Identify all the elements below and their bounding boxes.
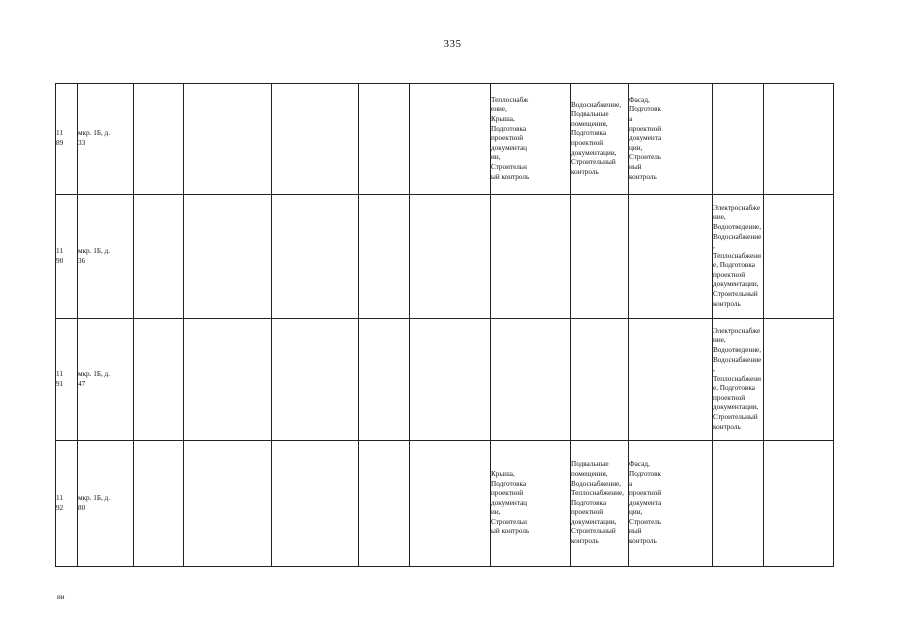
empty-cell: [134, 319, 184, 441]
works-text-b: Водоснабжение, Подвальные помещения, Подготовка проектной документации, Строительный контроль: [571, 100, 622, 176]
empty-cell: [410, 441, 491, 567]
row-number-cell: [56, 441, 78, 567]
works-text-d: Электроснабже ние, Водоотведение, Водоснабжение , Теплоснабжени е, Подготовка проектной документации, Строительный контроль: [713, 203, 762, 308]
works-text-c: Фасад, Подготовк а проектной документа ции, Строитель ный контроль: [629, 460, 662, 546]
works-cell-a: [491, 195, 571, 319]
empty-cell: [184, 195, 272, 319]
address-cell: [78, 441, 134, 567]
empty-cell: [410, 195, 491, 319]
empty-cell: [359, 319, 410, 441]
empty-cell: [272, 84, 359, 195]
address: мкр. 1Б, д. 36: [78, 246, 110, 265]
empty-cell: [764, 441, 834, 567]
works-cell-d: [713, 84, 764, 195]
page-number: 335: [443, 38, 462, 50]
address: мкр. 1Б, д. 47: [78, 369, 110, 388]
works-cell-d: [713, 319, 764, 441]
works-cell-c: [629, 84, 713, 195]
table-row: [56, 441, 834, 567]
empty-cell: [359, 195, 410, 319]
works-text-a: Теплоснабж ение, Крыша, Подготовка проектной документац ии, Строительн ый контроль: [491, 95, 530, 181]
empty-cell: [764, 319, 834, 441]
empty-cell: [134, 441, 184, 567]
address-cell: [78, 84, 134, 195]
works-cell-d: [713, 195, 764, 319]
footer-mark: ии: [57, 593, 65, 601]
empty-cell: [272, 441, 359, 567]
works-cell-b: [571, 441, 629, 567]
empty-cell: [134, 84, 184, 195]
row-number-cell: [56, 84, 78, 195]
empty-cell: [764, 84, 834, 195]
empty-cell: [272, 195, 359, 319]
table-row: [56, 195, 834, 319]
register-table: [55, 83, 834, 567]
empty-cell: [359, 84, 410, 195]
address: мкр. 1Б, д. 80: [78, 493, 110, 512]
works-cell-d: [713, 441, 764, 567]
empty-cell: [184, 319, 272, 441]
row-number-cell: [56, 195, 78, 319]
address-cell: [78, 319, 134, 441]
empty-cell: [764, 195, 834, 319]
works-cell-c: [629, 195, 713, 319]
works-text-d: Электроснабже ние, Водоотведение, Водоснабжение , Теплоснабжени е, Подготовка проектной документации, Строительный контроль: [713, 326, 762, 431]
table-row: [56, 319, 834, 441]
row-number: 11 92: [56, 493, 64, 512]
row-number: 11 90: [56, 246, 64, 265]
works-text-a: Крыша, Подготовка проектной документац ии, Строительн ый контроль: [491, 469, 530, 536]
works-cell-b: [571, 195, 629, 319]
row-number: 11 89: [56, 129, 64, 147]
works-text-c: Фасад, Подготовк а проектной документа ции, Строитель ный контроль: [629, 95, 662, 181]
empty-cell: [184, 441, 272, 567]
works-cell-a: [491, 319, 571, 441]
row-number-cell: [56, 319, 78, 441]
empty-cell: [272, 319, 359, 441]
empty-cell: [134, 195, 184, 319]
row-number: 11 91: [56, 369, 64, 388]
empty-cell: [184, 84, 272, 195]
table-row: [56, 84, 834, 195]
empty-cell: [359, 441, 410, 567]
address-cell: [78, 195, 134, 319]
works-cell-b: [571, 319, 629, 441]
works-cell-a: [491, 441, 571, 567]
works-text-b: Подвальные помещения, Водоснабжение, Теплоснабжение, Подготовка проектной документации, Строительный контроль: [571, 460, 624, 546]
works-cell-c: [629, 319, 713, 441]
works-cell-b: [571, 84, 629, 195]
works-cell-a: [491, 84, 571, 195]
works-cell-c: [629, 441, 713, 567]
address: мкр. 1Б, д. 33: [78, 129, 110, 147]
empty-cell: [410, 84, 491, 195]
empty-cell: [410, 319, 491, 441]
